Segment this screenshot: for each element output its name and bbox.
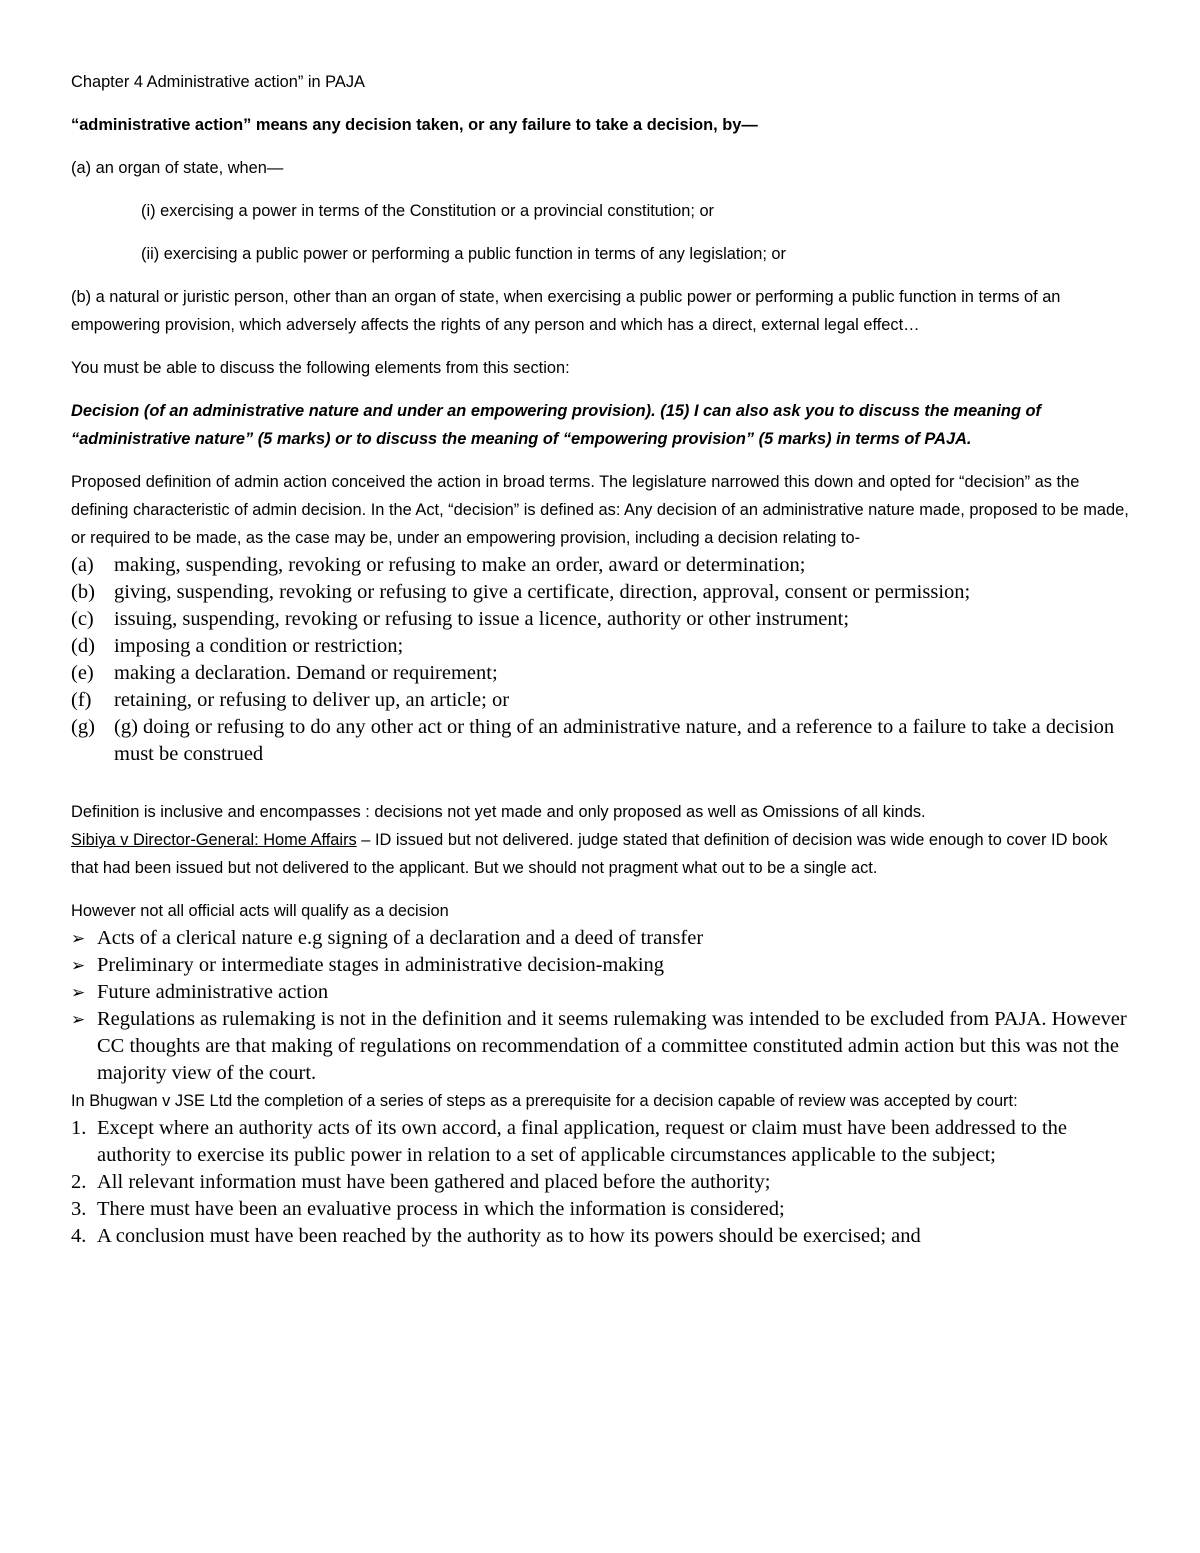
list-item — [71, 579, 1131, 606]
list-item-text: imposing a condition or restriction; — [114, 635, 404, 657]
list-item-text: There must have been an evaluative process in which the information is considered; — [97, 1198, 785, 1220]
list-marker: (c) — [71, 608, 94, 630]
list-item — [71, 552, 1131, 579]
clause-a-ii: (ii) exercising a public power or performing a public function in terms of any legislation; or — [141, 245, 786, 263]
list-item — [71, 660, 1131, 687]
list-item-text: making a declaration. Demand or requirement; — [114, 662, 498, 684]
case-text: – ID issued but not delivered. judge stated that definition of decision was wide enough to cover ID book that had been issued but not delivered to the applicant. But we should not pragment what out to be a single act. — [71, 831, 1108, 877]
definition-intro: “administrative action” means any decision taken, or any failure to take a decision, by— — [71, 116, 758, 134]
list-item — [71, 925, 1131, 952]
list-marker: 4. — [71, 1225, 87, 1247]
bhugwan-note: In Bhugwan v JSE Ltd the completion of a series of steps as a prerequisite for a decision capable of review was accepted by court: — [71, 1092, 1018, 1110]
list-marker: 3. — [71, 1198, 87, 1220]
arrow-bullet-icon: ➢ — [71, 929, 86, 948]
list-item — [71, 979, 1131, 1006]
list-item-text: issuing, suspending, revoking or refusing to issue a licence, authority or other instrument; — [114, 608, 850, 630]
list-item-text: making, suspending, revoking or refusing to make an order, award or determination; — [114, 554, 806, 576]
exclusions-list — [71, 925, 1131, 1087]
list-marker: 2. — [71, 1171, 87, 1193]
list-marker: (a) — [71, 554, 94, 576]
clause-a: (a) an organ of state, when— — [71, 159, 284, 177]
exam-note: Decision (of an administrative nature and under an empowering provision). (15) I can also ask you to discuss the meaning of “administrative nature” (5 marks) or to discuss the meaning of “empowering provision” (5 marks) in terms of PAJA. — [71, 402, 1041, 448]
list-marker: (f) — [71, 689, 92, 711]
list-marker: (b) — [71, 581, 95, 603]
arrow-bullet-icon: ➢ — [71, 956, 86, 975]
decision-list — [71, 552, 1131, 768]
list-item-text: giving, suspending, revoking or refusing to give a certificate, direction, approval, consent or permission; — [114, 581, 971, 603]
list-item-text: All relevant information must have been gathered and placed before the authority; — [97, 1171, 771, 1193]
list-item-text: Acts of a clerical nature e.g signing of a declaration and a deed of transfer — [97, 927, 704, 949]
arrow-bullet-icon: ➢ — [71, 983, 86, 1002]
list-item — [71, 1196, 1131, 1223]
list-item — [71, 1006, 1131, 1087]
case-name: Sibiya v Director-General: Home Affairs — [71, 831, 357, 849]
steps-list — [71, 1115, 1131, 1250]
list-item — [71, 633, 1131, 660]
list-marker: 1. — [71, 1117, 87, 1139]
must-discuss-text: You must be able to discuss the following elements from this section: — [71, 359, 570, 377]
not-all-acts: However not all official acts will qualify as a decision — [71, 902, 449, 920]
list-item — [71, 1115, 1131, 1169]
list-item-text: A conclusion must have been reached by the authority as to how its powers should be exercised; and — [97, 1225, 921, 1247]
list-item — [71, 606, 1131, 633]
list-item-text: (g) doing or refusing to do any other act or thing of an administrative nature, and a reference to a failure to take a decision must be construed — [114, 716, 1115, 765]
arrow-bullet-icon: ➢ — [71, 1010, 86, 1029]
list-item-text: Except where an authority acts of its own accord, a final application, request or claim must have been addressed to the authority to exercise its public power in relation to a set of applicable circumstances applicable to the subject; — [97, 1117, 1067, 1166]
list-item — [71, 714, 1131, 768]
page-title: Chapter 4 Administrative action” in PAJA — [71, 73, 365, 91]
list-marker: (e) — [71, 662, 94, 684]
inclusive-note: Definition is inclusive and encompasses : decisions not yet made and only proposed as well as Omissions of all kinds. — [71, 803, 926, 821]
list-item-text: retaining, or refusing to deliver up, an article; or — [114, 689, 510, 711]
proposed-definition: Proposed definition of admin action conceived the action in broad terms. The legislature narrowed this down and opted for “decision” as the defining characteristic of admin decision. In the Act, “decision” is defined as: Any decision of an administrative nature made, proposed to be made, or required to be made, as the case may be, under an empowering provision, including a decision relating to- — [71, 473, 1129, 547]
list-item — [71, 1223, 1131, 1250]
document-page — [71, 68, 1131, 1250]
list-marker: (g) — [71, 716, 95, 738]
list-item-text: Preliminary or intermediate stages in administrative decision-making — [97, 954, 665, 976]
clause-a-i: (i) exercising a power in terms of the Constitution or a provincial constitution; or — [141, 202, 715, 220]
list-item-text: Regulations as rulemaking is not in the definition and it seems rulemaking was intended to be excluded from PAJA. However CC thoughts are that making of regulations on recommendation of a committee constituted admin action but this was not the majority view of the court. — [97, 1008, 1127, 1084]
clause-b: (b) a natural or juristic person, other than an organ of state, when exercising a public power or performing a public function in terms of an empowering provision, which adversely affects the rights of any person and which has a direct, external legal effect… — [71, 288, 1061, 334]
list-item — [71, 1169, 1131, 1196]
case-sibiya — [71, 826, 1131, 882]
list-item-text: Future administrative action — [97, 981, 329, 1003]
list-item — [71, 952, 1131, 979]
list-marker: (d) — [71, 635, 95, 657]
list-item — [71, 687, 1131, 714]
